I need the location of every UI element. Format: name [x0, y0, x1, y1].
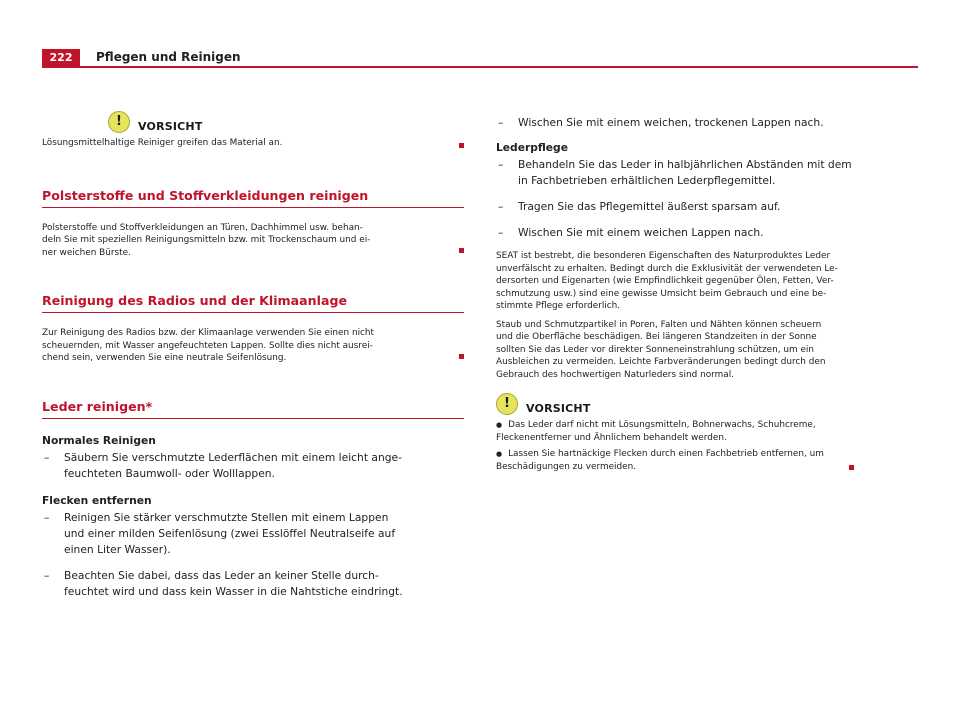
exclamation-circle-icon: !: [496, 393, 518, 415]
list-item: – Säubern Sie verschmutzte Lederflächen mit einem leicht ange- feuchteten Baumwoll- oder Wolllappen.: [44, 450, 402, 480]
end-mark: [459, 354, 464, 359]
paragraph-leder-eigenschaften: SEAT ist bestrebt, die besonderen Eigenschaften des Naturproduktes Leder unverfälscht zu erhalten. Bedingt durch die Exklusivität der verwendeten Le- dersorten und Eigenarten (wie Empfindlichkeit gegenüber Ölen, Fetten, Ver- schmutzung usw.) sind eine gewisse Umsicht beim Gebrauch und eine be- stimmte Pflege erforderlich.: [496, 251, 838, 311]
caution-label: VORSICHT: [526, 402, 591, 415]
section-title-leder: Leder reinigen*: [42, 399, 464, 419]
list-item: ● Lassen Sie hartnäckige Flecken durch einen Fachbetrieb entfernen, um Beschädigungen zu vermeiden.: [496, 448, 920, 473]
page-number: 222: [42, 49, 80, 67]
subhead-normales-reinigen: Normales Reinigen: [42, 433, 156, 447]
end-mark: [459, 248, 464, 253]
list-item: – Reinigen Sie stärker verschmutzte Stellen mit einem Lappen und einer milden Seifenlösung (zwei Esslöffel Neutralseife auf einen Liter Wasser).: [44, 510, 396, 556]
list-item: – Tragen Sie das Pflegemittel äußerst sparsam auf.: [498, 200, 781, 213]
caution-header: [108, 110, 464, 133]
right-column: [496, 115, 920, 473]
section-title-polster: Polsterstoffe und Stoffverkleidungen reinigen: [42, 188, 464, 208]
subhead-lederpflege: Lederpflege: [496, 141, 568, 154]
section-title-radio: Reinigung des Radios und der Klimaanlage: [42, 293, 464, 313]
list-item: – Beachten Sie dabei, dass das Leder an keiner Stelle durch- feuchtet wird und dass kein Wasser in die Nahtstiche eindringt.: [44, 568, 403, 598]
end-mark: [459, 143, 464, 148]
list-item: – Wischen Sie mit einem weichen Lappen nach.: [498, 226, 764, 239]
paragraph-staub: Staub und Schmutzpartikel in Poren, Falten und Nähten können scheuern und die Oberfläche beschädigen. Bei längeren Standzeiten in der Sonne sollten Sie das Leder vor direkter Sonneneinstrahlung schützen, um ein Ausbleichen zu vermeiden. Leichte Farbveränderungen bedingt durch den Gebrauch des hochwertigen Naturleders sind normal.: [496, 319, 826, 380]
end-mark: [849, 465, 854, 470]
exclamation-circle-icon: !: [108, 111, 130, 133]
list-item: – Behandeln Sie das Leder in halbjährlichen Abständen mit dem in Fachbetrieben erhältlichen Lederpflegemittel.: [498, 158, 852, 187]
caution-text: Lösungsmittelhaltige Reiniger greifen das Material an.: [42, 137, 464, 150]
section-text-polster: Polsterstoffe und Stoffverkleidungen an Türen, Dachhimmel usw. behan- deln Sie mit speziellen Reinigungsmitteln bzw. mit Trockenschaum und ei- ner weichen Bürste.: [42, 222, 464, 260]
caution-header: [496, 392, 920, 415]
left-column: [42, 110, 464, 600]
section-text-radio: Zur Reinigung des Radios bzw. der Klimaanlage verwenden Sie einen nicht scheuernden, mit Wasser angefeuchteten Lappen. Sollte dies nicht ausrei- chend sein, verwenden Sie eine neutrale Seifenlösung.: [42, 327, 464, 365]
subhead-flecken-entfernen: Flecken entfernen: [42, 493, 152, 507]
chapter-title: Pflegen und Reinigen: [96, 50, 241, 64]
list-item: – Wischen Sie mit einem weichen, trockenen Lappen nach.: [498, 116, 824, 129]
caution-label: VORSICHT: [138, 120, 203, 133]
header-rule: [42, 66, 918, 68]
list-item: ● Das Leder darf nicht mit Lösungsmitteln, Bohnerwachs, Schuhcreme, Fleckenentferner und Ähnlichem behandelt werden.: [496, 420, 816, 443]
